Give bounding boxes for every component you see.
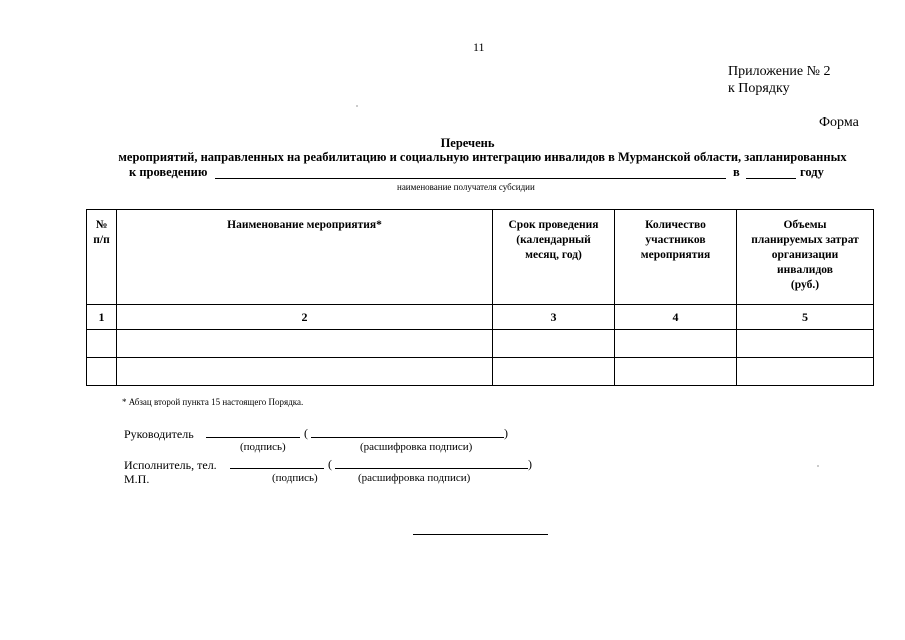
table-cell[interactable] bbox=[737, 330, 874, 358]
year-field[interactable] bbox=[746, 164, 796, 179]
column-number-cell: 1 bbox=[87, 305, 117, 330]
appendix-note bbox=[728, 63, 831, 97]
executor-phone-field[interactable] bbox=[230, 456, 324, 469]
planned-label: к проведению bbox=[129, 165, 208, 179]
events-table bbox=[86, 209, 874, 386]
open-paren: ( bbox=[304, 426, 308, 440]
close-paren: ) bbox=[504, 426, 508, 440]
header-cell-period: Срок проведения (календарный месяц, год) bbox=[493, 210, 615, 305]
header-cell-number: № п/п bbox=[87, 210, 117, 305]
table-cell[interactable] bbox=[87, 330, 117, 358]
appendix-line-2: к Порядку bbox=[728, 81, 790, 96]
head-signature-field[interactable] bbox=[206, 425, 300, 438]
table-row bbox=[87, 330, 874, 358]
head-name-field[interactable] bbox=[311, 425, 504, 438]
executor-name-field[interactable] bbox=[335, 456, 528, 469]
document-title: Перечень bbox=[440, 136, 495, 150]
table-cell[interactable] bbox=[87, 358, 117, 386]
scan-speck bbox=[817, 465, 819, 467]
column-number-cell: 3 bbox=[493, 305, 615, 330]
year-label: году bbox=[800, 165, 824, 179]
column-number-cell: 4 bbox=[615, 305, 737, 330]
header-cell-participants: Количество участников мероприятия bbox=[615, 210, 737, 305]
recipient-caption: наименование получателя субсидии bbox=[397, 182, 535, 192]
scan-speck bbox=[356, 105, 358, 107]
signature-caption: (подпись) bbox=[272, 472, 318, 484]
recipient-name-field[interactable] bbox=[215, 164, 726, 179]
table-cell[interactable] bbox=[615, 358, 737, 386]
column-number-cell: 5 bbox=[737, 305, 874, 330]
stamp-label: М.П. bbox=[124, 472, 150, 486]
table-cell[interactable] bbox=[615, 330, 737, 358]
footnote: * Абзац второй пункта 15 настоящего Порядка. bbox=[122, 397, 304, 407]
table-row bbox=[87, 358, 874, 386]
executor-label: Исполнитель, тел. bbox=[124, 458, 217, 472]
open-paren: ( bbox=[328, 457, 332, 471]
head-label: Руководитель bbox=[124, 427, 194, 441]
in-label: в bbox=[733, 165, 740, 179]
decoding-caption: (расшифровка подписи) bbox=[360, 441, 473, 453]
appendix-line-1: Приложение № 2 bbox=[728, 64, 831, 79]
header-cell-event-name: Наименование мероприятия* bbox=[117, 210, 493, 305]
close-paren: ) bbox=[528, 457, 532, 471]
table-cell[interactable] bbox=[737, 358, 874, 386]
form-label: Форма bbox=[819, 115, 859, 130]
end-separator-line bbox=[413, 534, 548, 535]
page-number: 11 bbox=[473, 40, 485, 54]
table-header-row bbox=[87, 210, 874, 305]
table-cell[interactable] bbox=[117, 330, 493, 358]
document-subtitle: мероприятий, направленных на реабилитацию и социальную интеграцию инвалидов в Мурманской области, запланированных bbox=[118, 150, 847, 164]
decoding-caption: (расшифровка подписи) bbox=[358, 472, 471, 484]
table-cell[interactable] bbox=[117, 358, 493, 386]
column-number-row bbox=[87, 305, 874, 330]
table-cell[interactable] bbox=[493, 330, 615, 358]
signature-caption: (подпись) bbox=[240, 441, 286, 453]
column-number-cell: 2 bbox=[117, 305, 493, 330]
table-cell[interactable] bbox=[493, 358, 615, 386]
header-cell-costs: Объемы планируемых затрат организации инвалидов (руб.) bbox=[737, 210, 874, 305]
